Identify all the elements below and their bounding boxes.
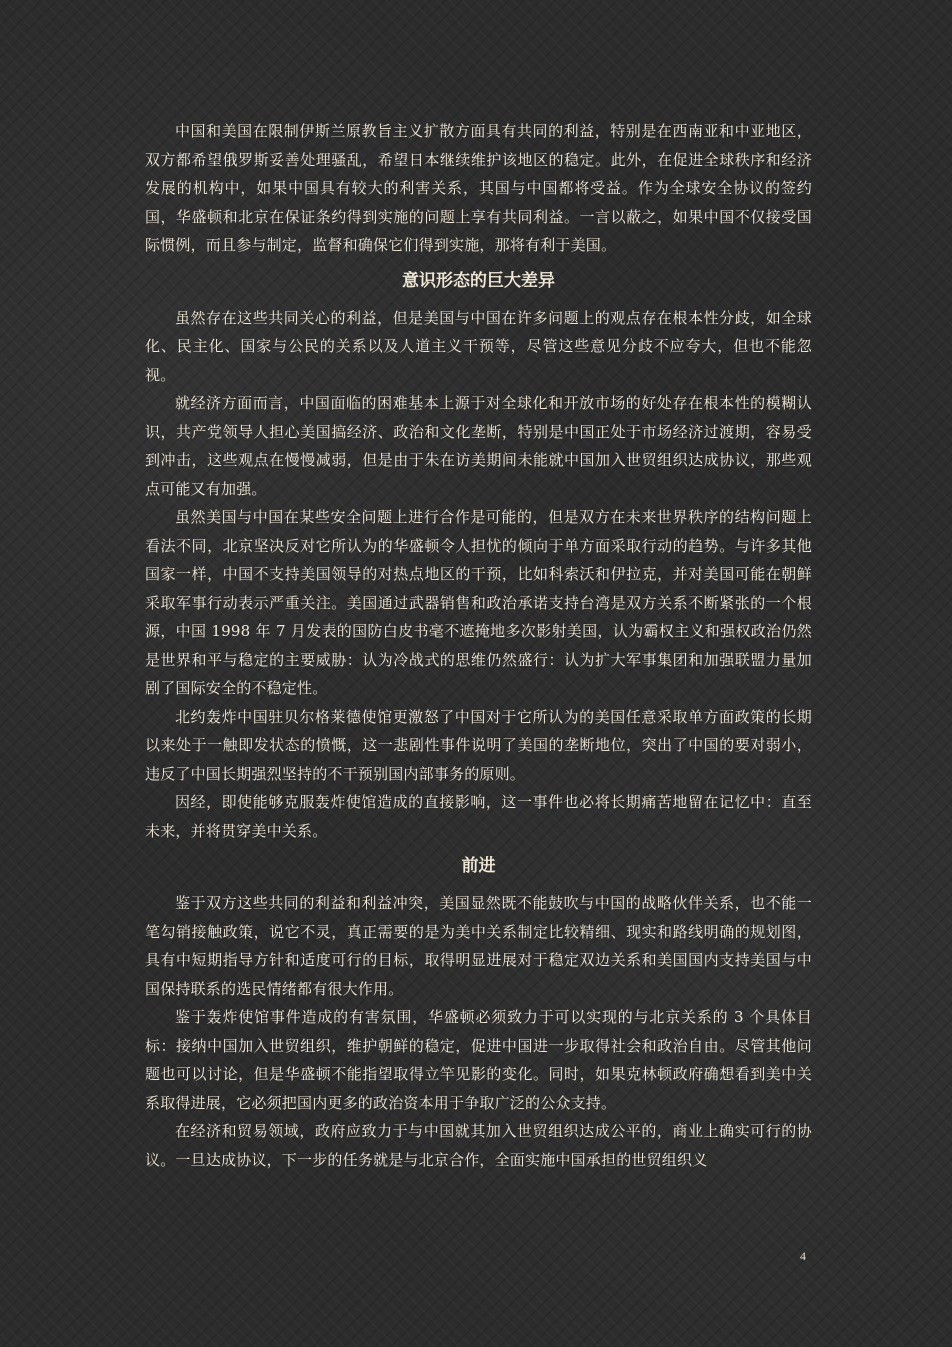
section-heading: 前进 xyxy=(461,856,496,876)
paragraph: 虽然存在这些共同关心的利益，但是美国与中国在许多问题上的观点存在根本性分歧，如全球化、民主化、国家与公民的关系以及人道主义干预等，尽管这些意见分歧不应夸大，但也不能忽视。 xyxy=(145,308,812,384)
paragraph: 中国和美国在限制伊斯兰原教旨主义扩散方面具有共同的利益，特别是在西南亚和中亚地区，双方都希望俄罗斯妥善处理骚乱，希望日本继续维护该地区的稳定。此外，在促进全球秩序和经济发展的机构中，如果中国具有较大的利害关系，其国与中国都将受益。作为全球安全协议的签约国，华盛顿和北京在保证条约得到实施的问题上享有共同利益。一言以蔽之，如果中国不仅接受国际惯例，而且参与制定，监督和确保它们得到实施，那将有利于美国。 xyxy=(145,122,812,254)
paragraph: 鉴于轰炸使馆事件造成的有害氛围，华盛顿必须致力于可以实现的与北京关系的 3 个具体目标：接纳中国加入世贸组织，维护朝鲜的稳定，促进中国进一步取得社会和政治自由。尽管其他问题也可以讨论，但是华盛顿不能指望取得立竿见影的变化。同时，如果克林顿政府确想看到美中关系取得进展，它必须把国内更多的政治资本用于争取广泛的公众支持。 xyxy=(145,1008,812,1112)
page-number: 4 xyxy=(800,1249,806,1263)
paragraph: 虽然美国与中国在某些安全问题上进行合作是可能的，但是双方在未来世界秩序的结构问题上看法不同，北京坚决反对它所认为的华盛顿令人担忧的倾向于单方面采取行动的趋势。与许多其他国家一样，中国不支持美国领导的对热点地区的干预，比如科索沃和伊拉克，并对美国可能在朝鲜采取军事行动表示严重关注。美国通过武器销售和政治承诺支持台湾是双方关系不断紧张的一个根源，中国 1998 年 7 月发表的国防白皮书毫不遮掩地多次影射美国，认为霸权主义和强权政治仍然是世界和平与稳定的主要威胁：认为冷战式的思维仍然盛行：认为扩大军事集团和加强联盟力量加剧了国际安全的不稳定性。 xyxy=(145,508,812,697)
document-body xyxy=(145,117,812,1174)
paragraph: 在经济和贸易领域，政府应致力于与中国就其加入世贸组织达成公平的，商业上确实可行的协议。一旦达成协议，下一步的任务就是与北京合作，全面实施中国承担的世贸组织义 xyxy=(145,1122,812,1169)
paragraph: 鉴于双方这些共同的利益和利益冲突，美国显然既不能鼓吹与中国的战略伙伴关系，也不能一笔勾销接触政策，说它不灵，真正需要的是为美中关系制定比较精细、现实和路线明确的规划图，具有中短期指导方针和适度可行的目标，取得明显进展对于稳定双边关系和美国国内支持美国与中国保持联系的选民情绪都有很大作用。 xyxy=(145,894,812,998)
section-heading: 意识形态的巨大差异 xyxy=(402,270,555,291)
paragraph: 北约轰炸中国驻贝尔格莱德使馆更激怒了中国对于它所认为的美国任意采取单方面政策的长期以来处于一触即发状态的愤慨，这一悲剧性事件说明了美国的垄断地位，突出了中国的要对弱小，违反了中国长期强烈坚持的不干预别国内部事务的原则。 xyxy=(145,707,812,783)
paragraph: 就经济方面而言，中国面临的困难基本上源于对全球化和开放市场的好处存在根本性的模糊认识，共产党领导人担心美国搞经济、政治和文化垄断，特别是中国正处于市场经济过渡期，容易受到冲击，这些观点在慢慢减弱，但是由于朱在访美期间未能就中国加入世贸组织达成协议，那些观点可能又有加强。 xyxy=(145,394,812,498)
paragraph: 因经，即使能够克服轰炸使馆造成的直接影响，这一事件也必将长期痛苦地留在记忆中：直至未来，并将贯穿美中关系。 xyxy=(145,793,812,840)
